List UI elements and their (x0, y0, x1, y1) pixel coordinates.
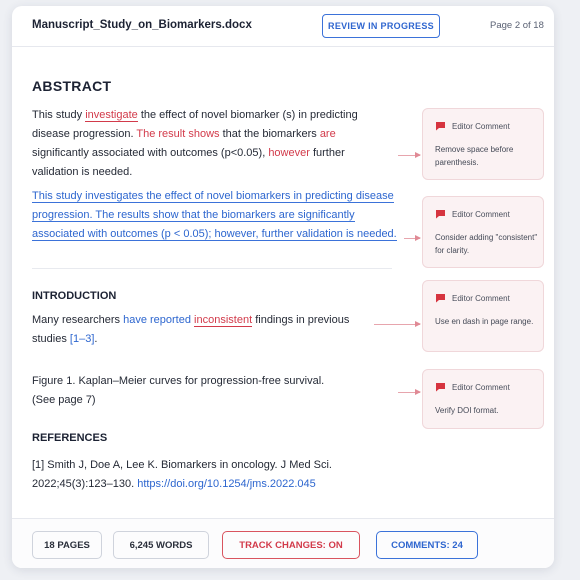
editor-comment[interactable] (422, 108, 544, 180)
comment-connector (398, 155, 420, 156)
tracked-change[interactable]: are (319, 128, 336, 140)
citation-link[interactable]: [1–3] (69, 333, 95, 345)
page-count-badge: 18 PAGES (32, 531, 102, 559)
figure-caption-text: Figure 1. Kaplan–Meier curves for progression-free survival. (32, 375, 325, 387)
document-header (12, 6, 554, 47)
introduction-heading: INTRODUCTION (32, 290, 117, 302)
comment-title: Editor Comment (452, 209, 510, 219)
comment-body: Remove space before parenthesis. (435, 145, 514, 167)
figure-caption[interactable] (32, 372, 392, 410)
text-run: further validation is needed. (32, 147, 345, 178)
document-card (12, 6, 554, 568)
comment-body: Consider adding "consistent" for clarity. (435, 233, 538, 255)
reference-text: [1] Smith J, Doe A, Lee K. Biomarkers in oncology. J Med Sci. 2022;45(3):123–130. (32, 459, 332, 490)
tracked-change[interactable]: The result shows (136, 128, 220, 140)
page-indicator: Page 2 of 18 (490, 20, 544, 31)
track-changes-toggle[interactable]: TRACK CHANGES: ON (222, 531, 360, 559)
comment-header (435, 382, 510, 392)
document-footer (12, 518, 554, 568)
introduction-text[interactable] (32, 311, 372, 349)
comment-connector (398, 392, 420, 393)
review-status-badge[interactable]: REVIEW IN PROGRESS (322, 14, 440, 38)
figure-note: (See page 7) (32, 394, 96, 406)
comment-icon (435, 121, 446, 131)
revised-text-run[interactable]: This study investigates the effect of novel biomarkers in predicting disease progression. The results show that the biomarkers are significantly associated with outcomes (p < 0.05); however, further validation is needed. (32, 190, 397, 240)
document-filename[interactable]: Manuscript_Study_on_Biomarkers.docx (32, 19, 252, 31)
tracked-change[interactable]: however (268, 147, 310, 159)
comment-header (435, 293, 510, 303)
reference-entry[interactable] (32, 456, 392, 494)
tracked-change[interactable]: have reported (123, 314, 191, 326)
comment-body: Verify DOI format. (435, 406, 499, 415)
abstract-revised-text[interactable] (32, 187, 402, 244)
doi-link[interactable]: https://doi.org/10.1254/jms.2022.045 (137, 478, 316, 490)
text-run: This study (32, 109, 86, 121)
comment-icon (435, 382, 446, 392)
text-run: findings in previous studies (32, 314, 350, 345)
tracked-change[interactable]: investigate (85, 109, 138, 121)
text-run: that the biomarkers (219, 128, 320, 140)
editor-comment[interactable] (422, 196, 544, 268)
abstract-original-text[interactable] (32, 106, 392, 182)
comment-icon (435, 293, 446, 303)
text-run: . (94, 333, 98, 345)
text-run: the effect of novel biomarker (s) in predicting disease progression. (32, 109, 358, 140)
comment-title: Editor Comment (452, 382, 510, 392)
comment-body: Use en dash in page range. (435, 317, 534, 326)
editor-comment[interactable] (422, 280, 544, 352)
comment-header (435, 121, 510, 131)
comment-connector (374, 324, 420, 325)
abstract-heading: ABSTRACT (32, 78, 112, 94)
word-count-badge: 6,245 WORDS (113, 531, 209, 559)
references-heading: REFERENCES (32, 432, 108, 444)
comment-header (435, 209, 510, 219)
text-run: significantly associated with outcomes (p<0.05), (32, 147, 269, 159)
tracked-change[interactable]: inconsistent (194, 314, 253, 326)
text-run: Many researchers (32, 314, 124, 326)
comment-icon (435, 209, 446, 219)
section-divider (32, 268, 392, 269)
comment-title: Editor Comment (452, 121, 510, 131)
comment-title: Editor Comment (452, 293, 510, 303)
comment-connector (404, 238, 420, 239)
comments-count-button[interactable]: COMMENTS: 24 (376, 531, 478, 559)
editor-comment[interactable] (422, 369, 544, 429)
